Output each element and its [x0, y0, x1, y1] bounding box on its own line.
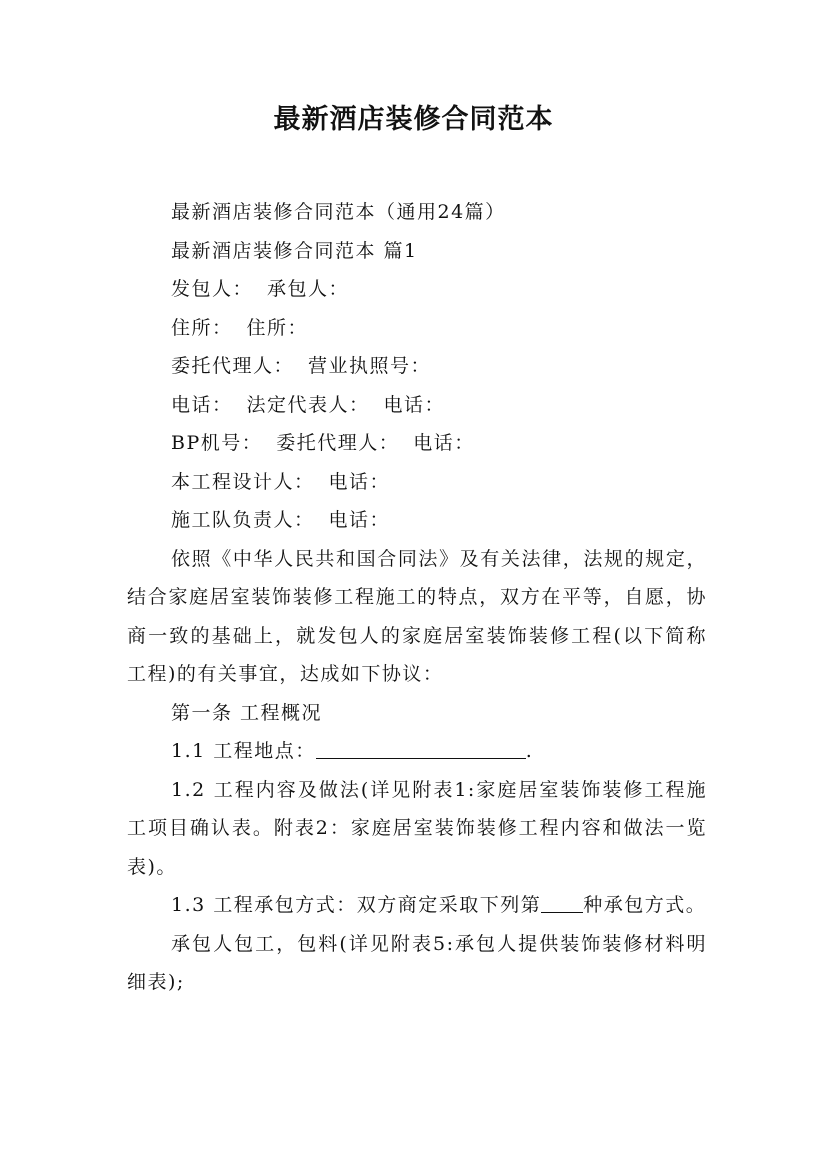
document-title: 最新酒店装修合同范本: [273, 104, 554, 135]
phone-line: [127, 386, 707, 425]
item-1-3: [127, 886, 707, 925]
party-line: [127, 270, 707, 309]
legal-rep-label: 法定代表人：: [246, 393, 370, 416]
site-location-label: 1.1 工程地点：: [171, 740, 316, 762]
item-1-2: 1.2 工程内容及做法(详见附表1:家庭居室装饰装修工程施工项目确认表。附表2：家庭居室装饰装修工程内容和做法一览表)。: [127, 778, 707, 878]
site-location-end: .: [525, 740, 534, 762]
crew-leader-label: 施工队负责人：: [171, 509, 315, 531]
site-location-blank[interactable]: [316, 740, 526, 759]
contract-mode-text: 1.3 工程承包方式：双方商定采取下列第: [171, 894, 542, 916]
article-1-heading: 第一条 工程概况: [171, 701, 323, 724]
contract-mode-text-end: 种承包方式。: [583, 894, 707, 916]
license-label: 营业执照号：: [308, 355, 432, 377]
agent-label: 委托代理人：: [171, 355, 295, 377]
item-1-1: [127, 732, 707, 771]
pager-line: [127, 424, 707, 463]
pager-label: BP机号：: [171, 432, 263, 454]
agent-line: [127, 347, 707, 386]
intro-paragraph: 依照《中华人民共和国合同法》及有关法律，法规的规定，结合家庭居室装饰装修工程施工的特点，双方在平等，自愿，协商一致的基础上，就发包人的家庭居室装饰装修工程(以下简称工程)的有关事宜，达成如下协议：: [127, 547, 707, 685]
contractor-agent-label: 委托代理人：: [276, 432, 400, 454]
phone-label: 电话：: [171, 393, 233, 416]
crew-leader-line: [127, 501, 707, 540]
crew-leader-phone-label: 电话：: [328, 509, 391, 531]
document-body: [127, 193, 707, 1002]
contractor-label: 承包人：: [267, 278, 350, 300]
employer-address-label: 住所：: [171, 316, 233, 339]
designer-label: 本工程设计人：: [171, 470, 315, 493]
employer-label: 发包人：: [171, 278, 254, 300]
subtitle-line: 最新酒店装修合同范本（通用24篇）: [171, 201, 506, 223]
contractor-address-label: 住所：: [246, 316, 309, 339]
contractor-agent-phone-label: 电话：: [413, 432, 475, 454]
option-1-paragraph: 承包人包工，包料(详见附表5:承包人提供装饰装修材料明细表);: [127, 932, 707, 993]
legal-rep-phone-label: 电话：: [383, 393, 446, 416]
designer-phone-label: 电话：: [328, 470, 391, 493]
address-line: [127, 309, 707, 348]
designer-line: [127, 463, 707, 502]
chapter-heading: 最新酒店装修合同范本 篇1: [171, 239, 418, 262]
contract-mode-blank[interactable]: [541, 894, 583, 913]
